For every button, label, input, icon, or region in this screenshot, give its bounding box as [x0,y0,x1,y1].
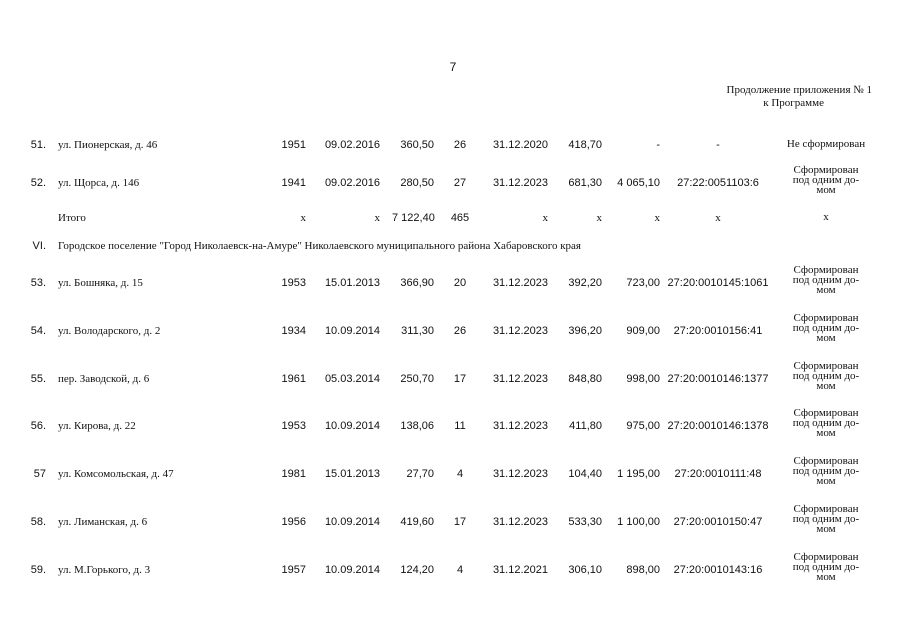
total-land: х [654,212,660,224]
row-address: ул. Пионерская, д. 46 [58,139,158,151]
row-status [778,456,874,486]
row-area-2: 392,20 [568,277,602,289]
row-status-line: мом [816,570,836,583]
row-address: ул. Володарского, д. 2 [58,324,161,337]
row-year: 1953 [281,420,306,433]
row-cadastral: 27:20:0010146:1377 [667,372,769,385]
row-status-line: мом [816,284,836,296]
row-resettle-date: 31.12.2023 [492,324,548,337]
row-cadastral: 27:20:0010145:1061 [667,277,769,289]
row-status-line: под одним до- [792,465,860,478]
row-residents: 11 [454,420,466,433]
row-address: ул. Кирова, д. 22 [58,420,136,433]
table-row [0,313,905,363]
row-area-2: 104,40 [568,468,602,481]
row-cadastral: 27:20:0010150:47 [673,516,763,528]
row-status-line: под одним до- [792,560,860,573]
row-year: 1957 [281,563,306,576]
row-year: 1953 [281,277,306,289]
row-status-line: мом [816,331,836,344]
row-resettle-date: 31.12.2023 [492,177,548,189]
table-row [0,504,905,554]
row-address: ул. Щорса, д. 146 [58,177,140,189]
row-status [778,313,874,343]
row-cadastral: - [716,139,720,151]
row-status-line: Сформирован [793,455,859,468]
appendix-note-line2: к Программе [763,97,824,109]
row-status-line: Сформирован [793,407,859,420]
total-date2: х [542,212,548,224]
total-cad: х [715,212,721,224]
row-status [778,408,874,438]
row-status-line: под одним до- [792,513,860,525]
row-address: ул. Бошняка, д. 15 [58,277,143,289]
row-number: 52. [30,177,46,189]
row-survey-date: 09.02.2016 [324,177,380,189]
row-land-area: 1 195,00 [617,468,660,481]
table-row [0,408,905,458]
row-survey-date: 10.09.2014 [324,516,380,528]
row-residents: 27 [453,177,467,189]
row-cadastral: 27:20:0010143:16 [673,563,763,576]
row-status-line: Сформирован [793,311,859,324]
row-status-line: Сформирован [793,264,859,276]
row-number: 51. [30,139,46,151]
row-year: 1941 [281,177,306,189]
row-status-line: мом [816,184,836,196]
total-date1: х [374,212,380,224]
row-status-line: Сформирован [793,359,859,372]
row-area-2: 396,20 [568,324,602,337]
row-area-2: 411,80 [569,420,602,433]
row-land-area: 1 100,00 [617,516,660,528]
row-area-2: 533,30 [568,516,602,528]
row-year: 1956 [281,516,306,528]
table-row [0,265,905,315]
total-area2: х [596,212,602,224]
row-land-area: 998,00 [626,372,660,385]
row-area: 124,20 [400,563,434,576]
row-residents: 4 [456,468,464,481]
row-status-line: мом [816,523,836,535]
row-residents: 17 [453,516,467,528]
row-status-line: под одним до- [792,174,860,186]
row-survey-date: 15.01.2013 [324,277,380,289]
total-year: х [300,212,306,224]
row-area: 360,50 [400,139,434,151]
row-status-line: мом [816,427,836,440]
row-cadastral: 27:20:0010146:1378 [667,420,769,433]
row-address: ул. Комсомольская, д. 47 [58,468,174,481]
total-label: Итого [58,212,86,224]
row-area-2: 306,10 [568,563,602,576]
row-area: 419,60 [400,516,434,528]
row-land-area: 723,00 [626,277,660,289]
row-residents: 4 [456,563,464,576]
row-status-line: Сформирован [793,503,859,515]
row-status-line: под одним до- [792,369,860,382]
row-area-2: 418,70 [568,139,602,151]
total-row [0,212,905,262]
row-status [778,552,874,582]
row-resettle-date: 31.12.2020 [492,139,548,151]
row-area-2: 848,80 [568,372,602,385]
row-status-line: мом [816,475,836,488]
row-area: 280,50 [400,177,434,189]
page-number: 7 [449,60,457,74]
row-status-line: под одним до- [792,274,860,286]
total-residents: 465 [450,212,470,224]
row-year: 1981 [281,468,306,481]
row-area: 366,90 [400,277,434,289]
row-address: ул. Лиманская, д. 6 [58,516,148,528]
row-area: 311,30 [401,324,434,337]
row-cadastral: 27:22:0051103:6 [677,177,759,189]
row-status-line: Сформирован [793,550,859,563]
row-year: 1951 [281,139,306,151]
row-number: 56. [30,420,46,433]
appendix-note [640,84,872,110]
row-status-line: под одним до- [792,417,860,430]
row-status [778,361,874,391]
row-number: 54. [30,324,46,337]
row-status-line: под одним до- [792,321,860,334]
row-land-area: 975,00 [626,420,660,433]
row-status [778,139,874,149]
row-area-2: 681,30 [568,177,602,189]
row-resettle-date: 31.12.2023 [492,420,548,433]
row-residents: 17 [453,372,467,385]
row-year: 1961 [281,372,306,385]
section-title: Городское поселение "Город Николаевск-на-Амуре" Николаевского муниципального района Хабаровского края [58,240,581,252]
row-residents: 26 [453,139,467,151]
row-status [778,265,874,295]
row-land-area: - [656,139,660,151]
row-land-area: 909,00 [626,324,660,337]
total-status: х [823,211,829,223]
row-survey-date: 10.09.2014 [324,563,380,576]
row-resettle-date: 31.12.2023 [492,372,548,385]
row-survey-date: 09.02.2016 [324,139,380,151]
row-number: 59. [30,563,46,576]
row-status [778,504,874,534]
row-number: 55. [30,372,46,385]
row-status-line: Сформирован [793,164,859,176]
total-area: 7 122,40 [392,212,435,224]
row-resettle-date: 31.12.2023 [492,468,548,481]
row-cadastral: 27:20:0010111:48 [674,468,762,481]
row-resettle-date: 31.12.2021 [492,563,548,576]
table-row [0,456,905,506]
row-survey-date: 10.09.2014 [324,420,380,433]
row-area: 250,70 [400,372,434,385]
row-area: 138,06 [400,420,434,433]
appendix-note-line1: Продолжение приложения № 1 [726,84,872,96]
row-survey-date: 10.09.2014 [324,324,380,337]
row-area: 27,70 [406,468,434,481]
row-survey-date: 15.01.2013 [324,468,380,481]
row-resettle-date: 31.12.2023 [492,277,548,289]
row-status [778,165,874,195]
row-status-line: Не сформирован [786,138,866,150]
section-number: VI. [32,240,46,252]
row-land-area: 4 065,10 [617,177,660,189]
row-residents: 26 [453,324,467,337]
table-row [0,165,905,215]
row-survey-date: 05.03.2014 [324,372,380,385]
row-number: 53. [30,277,46,289]
row-year: 1934 [281,324,306,337]
table-row [0,361,905,411]
row-land-area: 898,00 [626,563,660,576]
row-status-line: мом [816,379,836,392]
row-residents: 20 [453,277,467,289]
row-number: 58. [30,516,46,528]
row-resettle-date: 31.12.2023 [492,516,548,528]
row-address: пер. Заводской, д. 6 [58,372,150,385]
row-cadastral: 27:20:0010156:41 [673,324,763,337]
row-number: 57 [33,468,46,481]
table-row [0,552,905,602]
row-address: ул. М.Горького, д. 3 [58,563,151,576]
